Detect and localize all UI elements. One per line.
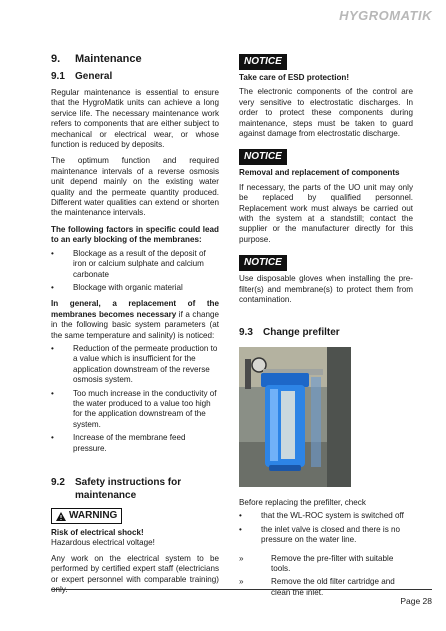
section-number: 9. — [51, 53, 61, 65]
list-item — [51, 433, 219, 454]
list-item — [51, 389, 219, 431]
list-item-text: Blockage with organic material — [73, 282, 183, 292]
text: if a change in the following basic system parameters (at the same temperature and salinity) is noticed: — [51, 309, 219, 340]
paragraph — [51, 299, 219, 341]
section-9-3-heading — [239, 326, 413, 339]
bullet-icon: • — [51, 343, 54, 353]
bullet-icon: • — [51, 248, 54, 258]
notice-title: Take care of ESD protection! — [239, 73, 350, 82]
bullet-icon: • — [51, 388, 54, 398]
paragraph: Regular maintenance is essential to ensure that the HygroMatik units can achieve a long service life. The necessary maintenance work refers to components that are either subject to mechanical or electrical wear, or whose function is reduced by deposits. — [51, 88, 219, 150]
step-text: Remove the pre-filter with suitable tools. — [271, 553, 394, 573]
list-item-text: Reduction of the permeate production to a value which is insufficient for the application downstream of the reverse osmosis system. — [73, 343, 218, 385]
step-text: Remove the old filter cartridge and clean the inlet. — [271, 577, 395, 597]
step-item — [239, 577, 413, 598]
section-number: 9.1 — [51, 71, 65, 82]
paragraph: Any work on the electrical system to be performed by certified expert staff (electricians or expert personnel with comparable training) only. — [51, 553, 219, 595]
list-item — [51, 344, 219, 386]
emphasis: In general, a replacement of the membranes becomes necessary — [51, 299, 219, 319]
paragraph: The optimum function and required maintenance intervals of a reverse osmosis unit depend mainly on the existing water quality and the permeate quantity produced. Different water qualities can extend or shorten the maintenance intervals. — [51, 156, 219, 218]
list-item — [51, 283, 219, 293]
list-item-text: Increase of the membrane feed pressure. — [73, 433, 186, 453]
warning-triangle-icon — [56, 512, 66, 521]
list-item — [239, 511, 413, 521]
chevron-right-icon: » — [239, 577, 244, 587]
hygromatik-logo: HYGROMATIK — [339, 8, 432, 23]
list-item-text: Too much increase in the conductivity of the water produced to a value too high for the application downstream of the system. — [73, 388, 217, 429]
bullet-icon: • — [239, 511, 242, 521]
notice-text: If necessary, the parts of the UO unit may only be replaced by qualified personnel. Replacement work must always be carried out with the system at a standstill; contact the supplier or the manufacturer directly for this purpose. — [239, 182, 413, 244]
paragraph-bold: The following factors in specific could lead to an early blocking of the membranes: — [51, 224, 219, 245]
checks-list — [239, 511, 413, 545]
notice-badge: NOTICE — [239, 54, 287, 70]
left-column — [51, 52, 219, 601]
notice-title: Removal and replacement of components — [239, 168, 400, 178]
section-title: General — [75, 71, 113, 82]
list-item-text: Blockage as a result of the deposit of iron or calcium sulphate and calcium carbonate — [73, 248, 206, 279]
warning-badge — [51, 508, 122, 524]
steps-list — [239, 554, 413, 599]
footer-rule — [51, 589, 432, 590]
list-item-text: that the WL-ROC system is switched off — [261, 511, 404, 521]
notice-badge: NOTICE — [239, 149, 287, 165]
bullet-icon: • — [239, 524, 242, 534]
paragraph: Before replacing the prefilter, check — [239, 497, 366, 507]
section-9-1-heading — [51, 70, 219, 83]
step-item — [239, 554, 413, 575]
section-number: 9.2 — [51, 477, 65, 488]
prefilter-photo — [239, 347, 351, 487]
list-item — [239, 525, 413, 546]
section-title: Maintenance — [75, 53, 142, 65]
notice-badge: NOTICE — [239, 255, 287, 271]
warning-label: WARNING — [69, 510, 118, 521]
warning-title: Risk of electrical shock! — [51, 528, 144, 537]
bullet-icon: • — [51, 282, 54, 292]
section-9-2-heading — [51, 476, 219, 502]
section-number: 9.3 — [239, 326, 253, 338]
section-title: Change prefilter — [263, 326, 340, 338]
notice-text: The electronic components of the control are very sensitive to electrostatic discharges. In order to protect these components during maintenance, steps must be taken to guard against damage from electrostatic discharge. — [239, 87, 413, 139]
list-item-text: the inlet valve is closed and there is no pressure on the water line. — [261, 524, 401, 545]
right-column — [239, 54, 413, 604]
section-9-heading — [51, 52, 219, 66]
chevron-right-icon: » — [239, 553, 244, 563]
notice-text: Use disposable gloves when installing the pre-filter(s) and membrane(s) to protect them from contamination. — [239, 274, 413, 305]
warning-subtitle: Hazardous electrical voltage! — [51, 538, 155, 548]
bullet-icon: • — [51, 433, 54, 443]
list-item — [51, 249, 219, 280]
params-list — [51, 344, 219, 454]
page-number: Page 28 — [400, 596, 432, 606]
factors-list — [51, 249, 219, 294]
section-title: Safety instructions for maintenance — [75, 477, 182, 501]
